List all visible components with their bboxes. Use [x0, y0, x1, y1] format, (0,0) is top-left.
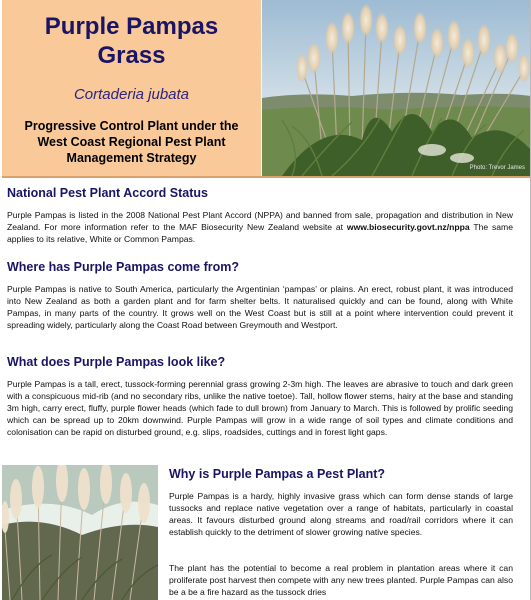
section-heading-appearance: What does Purple Pampas look like? — [7, 355, 226, 369]
section-text-pest-1: Purple Pampas is a hardy, highly invasive grass which can form dense stands of large tussocks and replace native vegetation over a range of habitats, particularly in coastal areas. It favours disturbed ground along streams and road/rail corridors where it can establish quickly to the detriment of slower growing native species. — [169, 491, 513, 538]
status-line-2: West Coast Regional Pest Plant — [37, 135, 226, 149]
pampas-plant-image — [262, 0, 531, 176]
pampas-photo-header — [262, 0, 531, 176]
section-heading-pest: Why is Purple Pampas a Pest Plant? — [169, 467, 386, 481]
accord-text-a: Purple Pampas is listed in the 2008 National Pest Plant Accord (NPPA) and banned from sale, propagation and distribution in New Zealand. For more information refer to the MAF Biosecurity New Zealand website at — [7, 210, 513, 233]
pampas-photo-lower — [2, 465, 158, 600]
control-status — [10, 118, 253, 166]
biosecurity-link[interactable]: www.biosecurity.govt.nz/nppa — [346, 222, 470, 233]
section-text-origin: Purple Pampas is native to South America, particularly the Argentinian ‘pampas’ or plains. An erect, robust plant, it was introduced into New Zealand as both a garden plant and for farm shelter belts. It naturalised quickly and can be found, along with White Pampas, in many parts of the country. It grows well on the West Coast but is still at a point where intervention could prevent it spreading widely, particularly along the Coast Road between Greymouth and Westport. — [7, 284, 513, 331]
accord-text-b: The same applies to its relative, White or Common Pampas. — [7, 222, 513, 245]
scientific-name: Cortaderia jubata — [73, 86, 190, 103]
status-line-1: Progressive Control Plant under the — [24, 119, 239, 133]
section-text-appearance: Purple Pampas is a tall, erect, tussock-forming perennial grass growing 2-3m high. The leaves are abrasive to touch and dark green with a conspicuous mid-rib (and no secondary ribs, unlike the native toetoe). Tall, hollow flower stems, hairy at the base and standing 3m high, carry erect, fluffy, purple flower heads (which fade to dull brown) from January to March. This is followed by prolific seeding which can be spread up to 20km downwind. Purple Pampas will grow in a wide range of soil types and climate conditions and colonisation can be rapid on disturbed ground, e.g. slips, roadsides, cuttings and in forest light gaps. — [7, 379, 513, 438]
photo-credit: Photo: Trevor James — [469, 165, 525, 171]
section-text-accord — [7, 209, 513, 245]
status-line-3: Management Strategy — [66, 151, 197, 165]
header-panel — [2, 0, 261, 176]
header-divider — [2, 176, 531, 178]
page-title — [2, 12, 261, 70]
section-heading-accord: National Pest Plant Accord Status — [7, 186, 208, 200]
title-line-2: Grass — [97, 42, 166, 69]
title-line-1: Purple Pampas — [44, 13, 219, 40]
section-text-pest-2: The plant has the potential to become a real problem in plantation areas where it can proliferate post harvest then compete with any new trees planted. Purple Pampas can also be a be a fire hazard as the tussock dries — [169, 563, 513, 598]
pampas-plumes-image — [2, 465, 158, 600]
section-heading-origin: Where has Purple Pampas come from? — [7, 260, 240, 274]
